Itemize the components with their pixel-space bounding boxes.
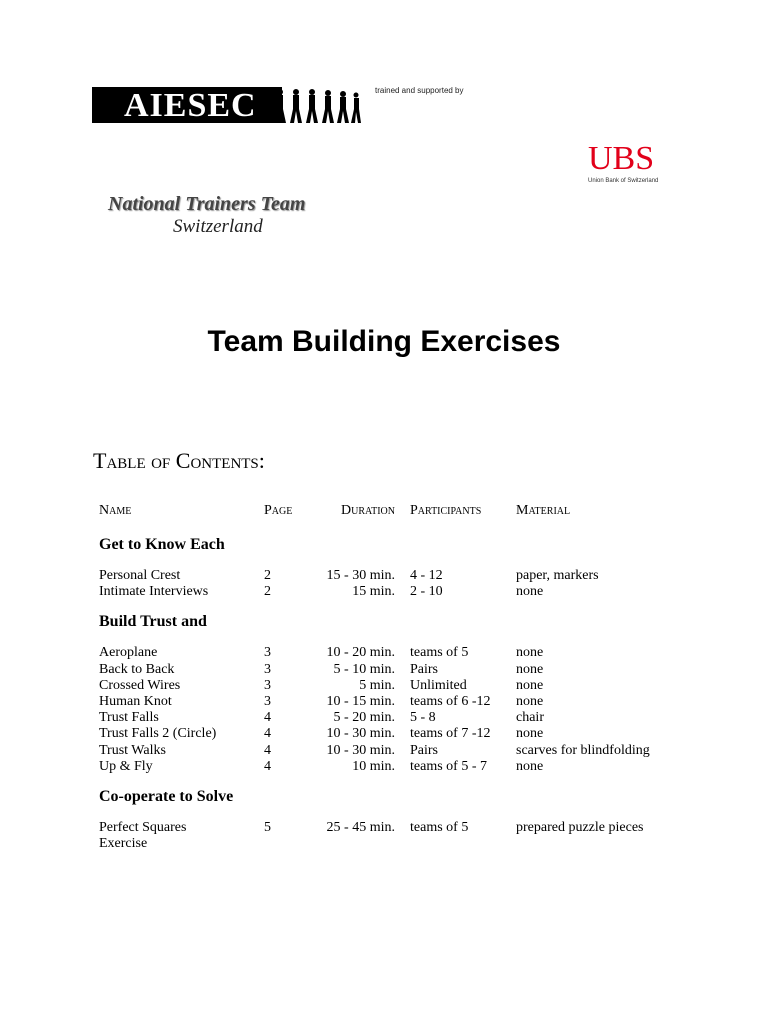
team-logo-subtitle: Switzerland [173, 216, 263, 237]
exercise-duration: 10 - 15 min. [326, 693, 395, 709]
table-row [99, 645, 699, 661]
table-row [99, 820, 699, 854]
exercise-page: 3 [264, 677, 271, 693]
exercise-material: none [516, 726, 544, 742]
table-row [99, 662, 699, 678]
section-title: Get to Know Each [99, 536, 225, 553]
table-row [99, 710, 699, 726]
section-body [99, 568, 699, 600]
exercise-duration: 5 - 20 min. [333, 710, 395, 726]
table-row [99, 584, 699, 600]
exercise-page: 2 [264, 584, 271, 600]
exercise-material: none [516, 661, 544, 677]
toc-heading: Table of Contents: [93, 448, 265, 473]
exercise-page: 2 [264, 568, 271, 583]
exercise-participants: teams of 5 [410, 645, 469, 661]
toc-header-row [99, 503, 699, 523]
exercise-participants: teams of 6 -12 [410, 693, 491, 709]
exercise-material: none [516, 645, 544, 661]
exercise-material: scarves for blindfolding [516, 742, 650, 758]
exercise-material: prepared puzzle pieces [516, 819, 644, 835]
exercise-duration: 10 - 30 min. [326, 726, 395, 742]
exercise-duration: 15 min. [352, 584, 395, 600]
exercise-material: none [516, 584, 544, 600]
ubs-logo-text: UBS [588, 140, 655, 177]
table-row [99, 726, 699, 742]
supported-by-text: trained and supported by [375, 86, 464, 95]
aiesec-logo-text: AIESEC [124, 87, 257, 124]
exercise-duration: 5 - 10 min. [333, 661, 395, 677]
exercise-page: 5 [264, 819, 271, 835]
document-title: Team Building Exercises [207, 325, 561, 358]
exercise-duration: 10 - 30 min. [326, 742, 395, 758]
exercise-material: none [516, 693, 544, 709]
column-header-participants: Participants [410, 503, 482, 518]
exercise-duration: 15 - 30 min. [326, 568, 395, 583]
exercise-name: Trust Falls [99, 710, 159, 726]
exercise-page: 3 [264, 645, 271, 661]
exercise-participants: Pairs [410, 661, 438, 677]
exercise-duration: 10 min. [352, 758, 395, 774]
exercise-name: Back to Back [99, 661, 175, 677]
table-row [99, 743, 699, 759]
section-body [99, 820, 699, 854]
table-row [99, 694, 699, 710]
exercise-name: Aeroplane [99, 645, 158, 661]
exercise-material: chair [516, 710, 544, 726]
column-header-duration: Duration [341, 503, 395, 518]
exercise-name: Human Knot [99, 693, 172, 709]
exercise-participants: 5 - 8 [410, 710, 436, 726]
exercise-name: Trust Walks [99, 742, 166, 758]
exercise-name: Up & Fly [99, 758, 153, 774]
exercise-participants: teams of 7 -12 [410, 726, 491, 742]
exercise-participants: Pairs [410, 742, 438, 758]
exercise-material: paper, markers [516, 568, 599, 583]
exercise-duration: 25 - 45 min. [326, 819, 395, 835]
exercise-page: 4 [264, 726, 271, 742]
table-row [99, 568, 699, 584]
exercise-page: 4 [264, 710, 271, 726]
ubs-logo [588, 142, 658, 184]
exercise-participants: teams of 5 [410, 819, 469, 835]
exercise-page: 4 [264, 758, 271, 774]
exercise-participants: 4 - 12 [410, 568, 443, 583]
exercise-page: 3 [264, 661, 271, 677]
national-trainers-team-logo [108, 193, 305, 238]
exercise-material: none [516, 677, 544, 693]
exercise-page: 4 [264, 742, 271, 758]
exercise-material: none [516, 758, 544, 774]
exercise-participants: 2 - 10 [410, 584, 443, 600]
column-header-name: Name [99, 503, 132, 518]
exercise-duration: 5 min. [359, 677, 395, 693]
exercise-name: Crossed Wires [99, 677, 181, 693]
exercise-page: 3 [264, 693, 271, 709]
section-title: Co-operate to Solve [99, 787, 234, 805]
exercise-duration: 10 - 20 min. [326, 645, 395, 661]
exercise-name: Trust Falls 2 (Circle) [99, 726, 217, 742]
section-body [99, 645, 699, 775]
table-of-contents [99, 503, 699, 854]
column-header-material: Material [516, 503, 571, 518]
table-row [99, 678, 699, 694]
exercise-name: Personal Crest [99, 568, 181, 583]
aiesec-logo [92, 87, 362, 125]
exercise-name: Intimate Interviews [99, 584, 209, 600]
column-header-page: Page [264, 503, 293, 518]
table-row [99, 759, 699, 775]
team-logo-title: National Trainers Team [108, 193, 306, 215]
ubs-logo-subtitle: Union Bank of Switzerland [588, 178, 659, 184]
section-title: Build Trust and [99, 613, 207, 631]
exercise-participants: teams of 5 - 7 [410, 758, 487, 774]
exercise-participants: Unlimited [410, 677, 467, 693]
walking-people-icon [272, 87, 362, 125]
exercise-name: Perfect Squares Exercise [99, 819, 187, 852]
